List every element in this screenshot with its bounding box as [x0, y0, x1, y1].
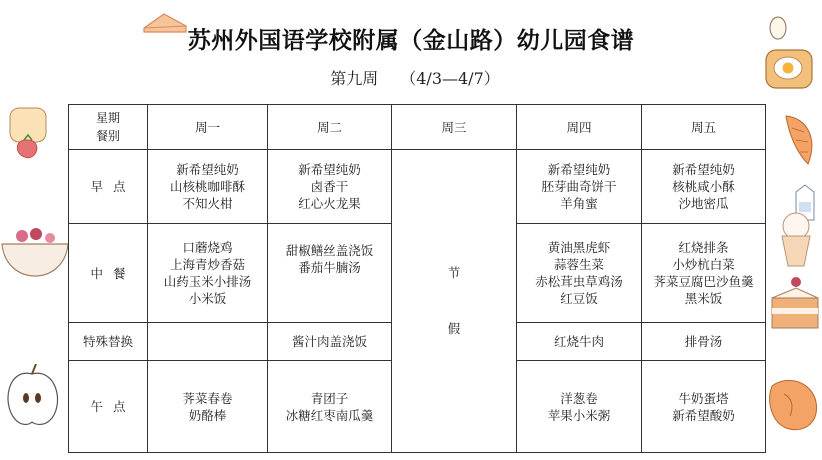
menu-cell-snack-fri: [642, 361, 766, 453]
corner-weekday-label: 星期: [95, 111, 120, 125]
meal-row-breakfast: [69, 150, 766, 224]
dish-item: 荠菜豆腐巴沙鱼羹: [653, 274, 754, 289]
dish-item: 新希望纯奶: [672, 162, 735, 177]
menu-cell-special-tue: [268, 323, 392, 361]
holiday-cell-wed: [392, 150, 517, 453]
bread-roll-icon: [764, 372, 822, 436]
dish-item: 红心火龙果: [298, 196, 361, 211]
milk-carton-icon: [790, 182, 820, 224]
menu-cell-special-thu: [517, 323, 642, 361]
dish-item: 卤香干: [310, 179, 349, 194]
dish-item: 赤松茸虫草鸡汤: [535, 274, 623, 289]
dish-item: 冰糖红枣南瓜羹: [285, 407, 374, 423]
menu-table: [68, 104, 766, 453]
dish-item: 新希望纯奶: [547, 162, 611, 177]
meal-label-snack: 午点: [69, 361, 148, 453]
header-row: [69, 105, 766, 150]
meal-label-special: 特殊替换: [69, 323, 148, 361]
page-title: 苏州外国语学校附属（金山路）幼儿园食谱: [187, 27, 635, 54]
meal-label-breakfast: 早点: [69, 150, 148, 224]
dish-item: 红豆饭: [560, 291, 598, 306]
croissant-icon: [778, 110, 822, 170]
dish-item: 番茄牛腩汤: [298, 260, 361, 275]
dish-item: 沙地密瓜: [678, 196, 729, 211]
holiday-char-1: 节: [447, 265, 461, 280]
menu-cell-snack-tue: [268, 361, 392, 453]
dish-item: 蒜蓉生菜: [553, 257, 604, 272]
menu-cell-lunch-tue: [268, 224, 392, 323]
dish-item: 牛奶蛋塔: [678, 390, 729, 406]
dish-item: 奶酪棒: [188, 407, 227, 423]
toast-strawberry-icon: [4, 100, 66, 160]
menu-cell-special-fri: [642, 323, 766, 361]
dish-item: 洋葱卷: [560, 390, 598, 406]
day-header-wed: 周三: [392, 105, 517, 150]
menu-cell-breakfast-thu: [517, 150, 642, 224]
dish-item: 核桃咸小酥: [672, 179, 735, 194]
corner-header-cell: [69, 105, 148, 150]
apple-half-icon: [2, 362, 64, 432]
dish-item: 荠菜春卷: [182, 390, 233, 406]
dish-item: 胚芽曲奇饼干: [541, 179, 617, 194]
corner-meal-label: 餐别: [95, 129, 120, 143]
menu-cell-breakfast-fri: [642, 150, 766, 224]
week-subtitle: [0, 66, 822, 89]
menu-cell-snack-thu: [517, 361, 642, 453]
dish-item: 不知火柑: [182, 196, 233, 211]
menu-cell-breakfast-mon: [148, 150, 268, 224]
dish-item: 新希望纯奶: [298, 162, 361, 177]
dish-item: 甜椒鳝丝盖浇饭: [285, 243, 374, 258]
dish-item: 小米饭: [188, 291, 227, 306]
dish-item: 苹果小米粥: [547, 407, 611, 423]
holiday-char-2: 假: [447, 321, 461, 336]
dish-item: 黄油黑虎虾: [547, 240, 611, 255]
menu-cell-snack-mon: [148, 361, 268, 453]
day-header-fri: 周五: [642, 105, 766, 150]
dish-item: 山药玉米小排汤: [163, 274, 252, 289]
dish-item: 新希望纯奶: [176, 162, 239, 177]
dish-item: 红烧牛肉: [553, 334, 604, 349]
cake-icon: [766, 272, 822, 336]
day-header-mon: 周一: [148, 105, 268, 150]
dish-item: 排骨汤: [684, 334, 723, 349]
menu-cell-lunch-mon: [148, 224, 268, 323]
meal-label-lunch: 中餐: [69, 224, 148, 323]
menu-cell-special-mon: [148, 323, 268, 361]
dish-item: 山核桃咖啡酥: [169, 179, 245, 194]
week-label: 第九周: [330, 69, 379, 88]
dish-item: 上海青炒香菇: [169, 257, 245, 272]
ice-cream-cup-icon: [772, 210, 820, 270]
menu-cell-lunch-thu: [517, 224, 642, 323]
day-header-tue: 周二: [268, 105, 392, 150]
day-header-thu: 周四: [517, 105, 642, 150]
week-date-range: （4/3—4/7）: [400, 69, 500, 88]
menu-cell-breakfast-tue: [268, 150, 392, 224]
dish-item: 黑米饭: [684, 291, 723, 306]
dish-item: 羊角蜜: [560, 196, 598, 211]
fruit-bowl-icon: [0, 222, 70, 282]
dish-item: 新希望酸奶: [672, 407, 735, 423]
dish-item: 青团子: [310, 390, 349, 406]
dish-item: 小炒杭白菜: [672, 257, 735, 272]
dish-item: 酱汁肉盖浇饭: [291, 334, 367, 349]
menu-cell-lunch-fri: [642, 224, 766, 323]
dish-item: 红烧排条: [678, 240, 729, 255]
dish-item: 口蘑烧鸡: [182, 240, 233, 255]
